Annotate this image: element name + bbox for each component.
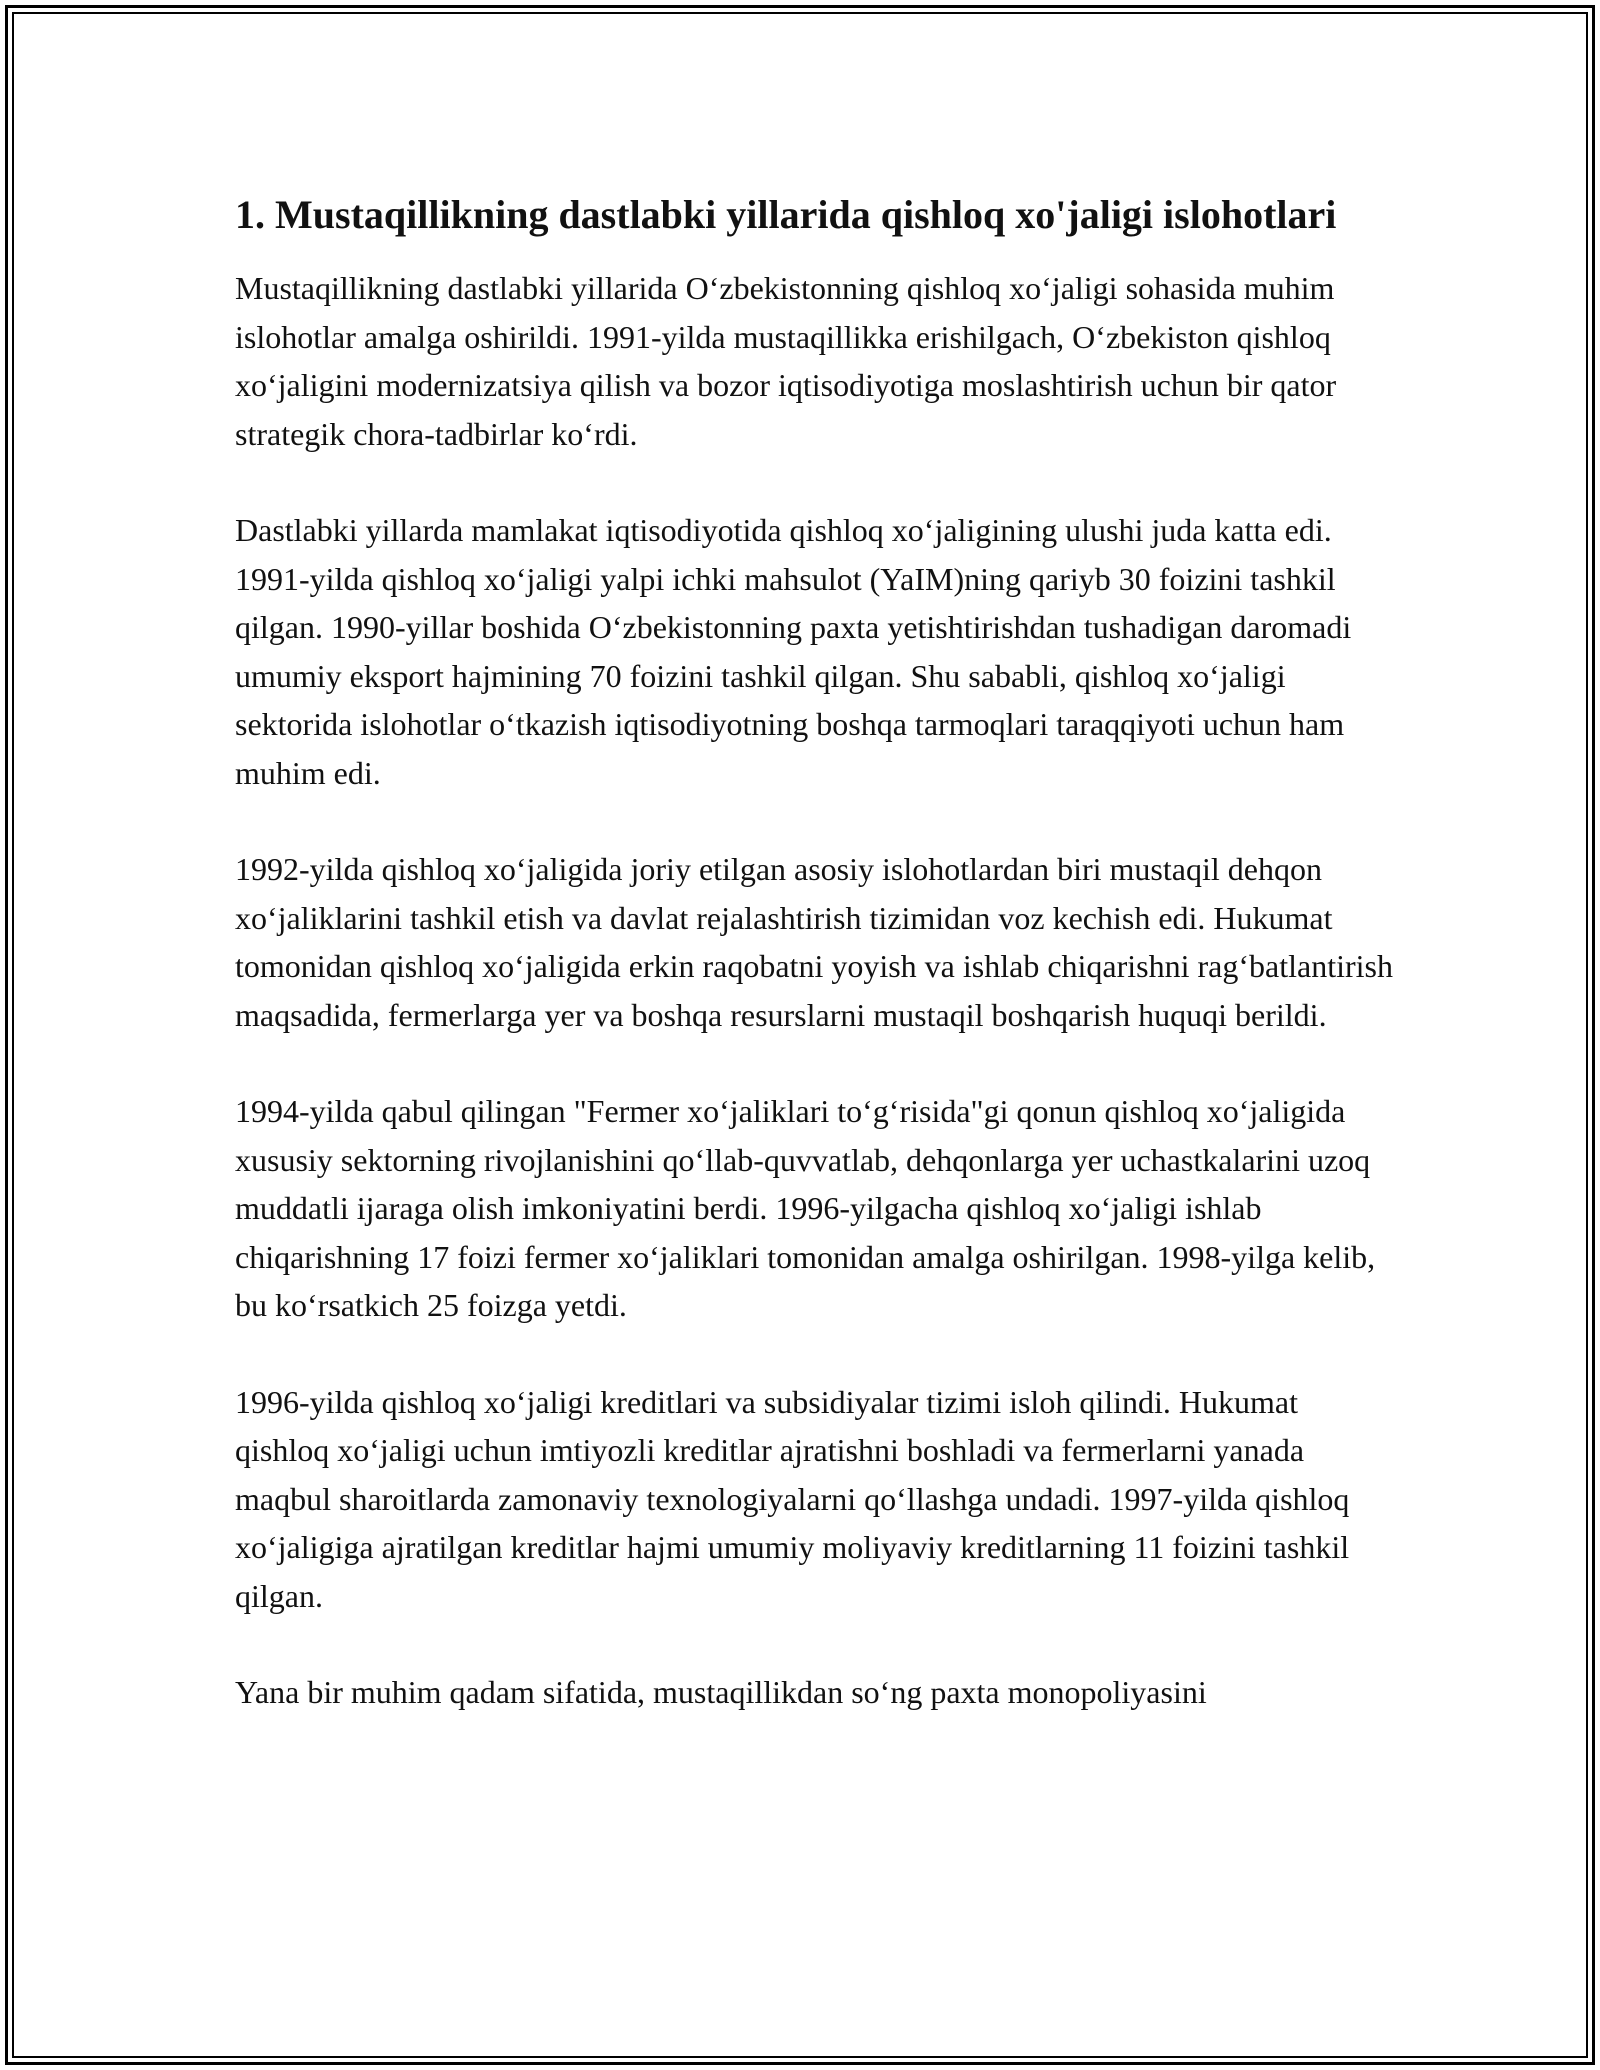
paragraph-2: Dastlabki yillarda mamlakat iqtisodiyotida qishloq xo‘jaligining ulushi juda katta edi. 1991-yilda qishloq xo‘jaligi yalpi ichki mahsulot (YaIM)ning qariyb 30 foizini tashkil qilgan. 1990-yillar boshida O‘zbekistonning paxta yetishtirishdan tushadigan daromadi umumiy eksport hajmining 70 foizini tashkil qilgan. Shu sababli, qishloq xo‘jaligi sektorida islohotlar o‘tkazish iqtisodiyotning boshqa tarmoqlari taraqqiyoti uchun ham muhim edi. [235, 512, 1352, 791]
paragraph-1: Mustaqillikning dastlabki yillarida O‘zbekistonning qishloq xo‘jaligi sohasida muhim islohotlar amalga oshirildi. 1991-yilda mustaqillikka erishilgach, O‘zbekiston qishloq xo‘jaligini modernizatsiya qilish va bozor iqtisodiyotiga moslashtirish uchun bir qator strategik chora-tadbirlar ko‘rdi. [235, 270, 1337, 452]
paragraph-3: 1992-yilda qishloq xo‘jaligida joriy etilgan asosiy islohotlardan biri mustaqil dehqon xo‘jaliklarini tashkil etish va davlat rejalashtirish tizimidan voz kechish edi. Hukumat tomonidan qishloq xo‘jaligida erkin raqobatni yoyish va ishlab chiqarishni rag‘batlantirish maqsadida, fermerlarga yer va boshqa resurslarni mustaqil boshqarish huquqi berildi. [235, 851, 1393, 1033]
section-heading: 1. Mustaqillikning dastlabki yillarida qishloq xo'jaligi islohotlari [235, 192, 1337, 237]
paragraph-4: 1994-yilda qabul qilingan "Fermer xo‘jaliklari to‘g‘risida"gi qonun qishloq xo‘jaligida xususiy sektorning rivojlanishini qo‘llab-quvvatlab, dehqonlarga yer uchastkalarini uzoq muddatli ijaraga olish imkoniyatini berdi. 1996-yilgacha qishloq xo‘jaligi ishlab chiqarishning 17 foizi fermer xo‘jaliklari tomonidan amalga oshirilgan. 1998-yilga kelib, bu ko‘rsatkich 25 foizga yetdi. [235, 1093, 1376, 1323]
paragraph-6: Yana bir muhim qadam sifatida, mustaqillikdan so‘ng paxta monopoliyasini [235, 1674, 1207, 1710]
paragraph-5: 1996-yilda qishloq xo‘jaligi kreditlari va subsidiyalar tizimi isloh qilindi. Hukumat qishloq xo‘jaligi uchun imtiyozli kreditlar ajratishni boshladi va fermerlarni yanada maqbul sharoitlarda zamonaviy texnologiyalarni qo‘llashga undadi. 1997-yilda qishloq xo‘jaligiga ajratilgan kreditlar hajmi umumiy moliyaviy kreditlarning 11 foizini tashkil qilgan. [235, 1383, 1350, 1614]
document-body [235, 188, 1395, 1765]
